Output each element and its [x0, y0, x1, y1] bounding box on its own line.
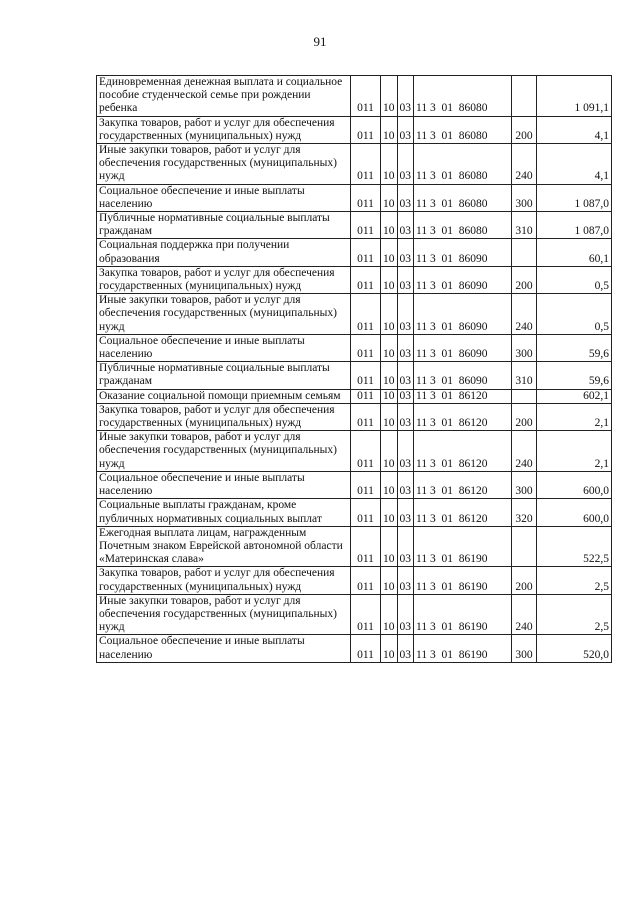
row-target-code: 11 3 01 86190 [414, 594, 512, 635]
table-row [97, 389, 612, 403]
row-sum: 602,1 [537, 389, 612, 403]
table-row [97, 266, 612, 293]
row-target-code: 11 3 01 86190 [414, 635, 512, 662]
row-target-code: 11 3 01 86090 [414, 334, 512, 361]
row-expense-type: 300 [512, 184, 537, 211]
row-expense-type: 310 [512, 212, 537, 239]
row-name: Оказание социальной помощи приемным семьям [97, 389, 351, 403]
row-sum: 1 087,0 [537, 212, 612, 239]
row-subsection-code: 03 [397, 389, 414, 403]
row-gr-code: 011 [351, 499, 381, 526]
row-target-code: 11 3 01 86120 [414, 499, 512, 526]
row-target-code: 11 3 01 86080 [414, 144, 512, 185]
row-gr-code: 011 [351, 144, 381, 185]
row-sum: 1 091,1 [537, 76, 612, 117]
row-subsection-code: 03 [397, 184, 414, 211]
row-gr-code: 011 [351, 212, 381, 239]
row-subsection-code: 03 [397, 499, 414, 526]
row-target-code: 11 3 01 86190 [414, 526, 512, 567]
row-subsection-code: 03 [397, 144, 414, 185]
row-section-code: 10 [381, 471, 398, 498]
row-section-code: 10 [381, 362, 398, 389]
row-gr-code: 011 [351, 116, 381, 143]
row-subsection-code: 03 [397, 635, 414, 662]
budget-table-body [97, 76, 612, 663]
row-sum: 60,1 [537, 239, 612, 266]
row-sum: 59,6 [537, 362, 612, 389]
row-name: Единовременная денежная выплата и социальное пособие студенческой семье при рождении ребенка [97, 76, 351, 117]
table-row [97, 362, 612, 389]
row-name: Социальное обеспечение и иные выплаты населению [97, 635, 351, 662]
table-row [97, 431, 612, 472]
row-expense-type: 200 [512, 116, 537, 143]
row-gr-code: 011 [351, 184, 381, 211]
row-section-code: 10 [381, 334, 398, 361]
row-target-code: 11 3 01 86080 [414, 212, 512, 239]
row-sum: 600,0 [537, 471, 612, 498]
row-section-code: 10 [381, 499, 398, 526]
row-expense-type: 200 [512, 567, 537, 594]
row-target-code: 11 3 01 86120 [414, 403, 512, 430]
row-sum: 4,1 [537, 116, 612, 143]
row-expense-type [512, 76, 537, 117]
row-expense-type: 300 [512, 471, 537, 498]
row-target-code: 11 3 01 86090 [414, 266, 512, 293]
row-target-code: 11 3 01 86120 [414, 431, 512, 472]
row-section-code: 10 [381, 212, 398, 239]
row-expense-type: 320 [512, 499, 537, 526]
row-gr-code: 011 [351, 266, 381, 293]
table-row [97, 594, 612, 635]
row-name: Иные закупки товаров, работ и услуг для обеспечения государственных (муниципальных) нужд [97, 431, 351, 472]
row-section-code: 10 [381, 594, 398, 635]
row-section-code: 10 [381, 567, 398, 594]
row-target-code: 11 3 01 86080 [414, 184, 512, 211]
row-expense-type: 240 [512, 431, 537, 472]
row-section-code: 10 [381, 389, 398, 403]
row-name: Социальное обеспечение и иные выплаты населению [97, 471, 351, 498]
row-section-code: 10 [381, 403, 398, 430]
row-target-code: 11 3 01 86090 [414, 294, 512, 335]
table-row [97, 403, 612, 430]
row-gr-code: 011 [351, 567, 381, 594]
row-expense-type: 200 [512, 266, 537, 293]
table-row [97, 635, 612, 662]
table-row [97, 471, 612, 498]
row-name: Иные закупки товаров, работ и услуг для обеспечения государственных (муниципальных) нужд [97, 294, 351, 335]
row-expense-type [512, 239, 537, 266]
row-target-code: 11 3 01 86090 [414, 362, 512, 389]
row-subsection-code: 03 [397, 471, 414, 498]
row-gr-code: 011 [351, 471, 381, 498]
row-subsection-code: 03 [397, 239, 414, 266]
row-gr-code: 011 [351, 76, 381, 117]
row-section-code: 10 [381, 184, 398, 211]
page-number: 91 [313, 34, 327, 49]
row-section-code: 10 [381, 116, 398, 143]
table-row [97, 239, 612, 266]
row-gr-code: 011 [351, 594, 381, 635]
row-subsection-code: 03 [397, 403, 414, 430]
row-expense-type: 240 [512, 594, 537, 635]
row-target-code: 11 3 01 86080 [414, 76, 512, 117]
row-name: Социальное обеспечение и иные выплаты населению [97, 184, 351, 211]
row-sum: 0,5 [537, 294, 612, 335]
row-expense-type: 300 [512, 334, 537, 361]
row-name: Социальные выплаты гражданам, кроме публичных нормативных социальных выплат [97, 499, 351, 526]
row-subsection-code: 03 [397, 294, 414, 335]
row-subsection-code: 03 [397, 431, 414, 472]
row-name: Публичные нормативные социальные выплаты гражданам [97, 362, 351, 389]
row-name: Публичные нормативные социальные выплаты гражданам [97, 212, 351, 239]
row-sum: 2,1 [537, 403, 612, 430]
row-sum: 600,0 [537, 499, 612, 526]
row-target-code: 11 3 01 86080 [414, 116, 512, 143]
row-expense-type [512, 389, 537, 403]
row-name: Закупка товаров, работ и услуг для обеспечения государственных (муниципальных) нужд [97, 403, 351, 430]
row-sum: 520,0 [537, 635, 612, 662]
row-gr-code: 011 [351, 635, 381, 662]
row-section-code: 10 [381, 294, 398, 335]
row-sum: 59,6 [537, 334, 612, 361]
row-target-code: 11 3 01 86090 [414, 239, 512, 266]
row-gr-code: 011 [351, 294, 381, 335]
row-name: Иные закупки товаров, работ и услуг для обеспечения государственных (муниципальных) нужд [97, 594, 351, 635]
row-expense-type [512, 526, 537, 567]
table-row [97, 334, 612, 361]
row-gr-code: 011 [351, 431, 381, 472]
row-subsection-code: 03 [397, 334, 414, 361]
row-name: Ежегодная выплата лицам, награжденным Почетным знаком Еврейской автономной области «Материнская слава» [97, 526, 351, 567]
row-subsection-code: 03 [397, 116, 414, 143]
row-gr-code: 011 [351, 389, 381, 403]
row-name: Социальное обеспечение и иные выплаты населению [97, 334, 351, 361]
row-gr-code: 011 [351, 526, 381, 567]
row-sum: 522,5 [537, 526, 612, 567]
row-subsection-code: 03 [397, 76, 414, 117]
row-gr-code: 011 [351, 239, 381, 266]
row-subsection-code: 03 [397, 567, 414, 594]
table-row [97, 567, 612, 594]
row-sum: 2,5 [537, 567, 612, 594]
row-section-code: 10 [381, 144, 398, 185]
row-target-code: 11 3 01 86190 [414, 567, 512, 594]
table-row [97, 499, 612, 526]
row-gr-code: 011 [351, 403, 381, 430]
row-subsection-code: 03 [397, 526, 414, 567]
row-sum: 2,1 [537, 431, 612, 472]
row-sum: 0,5 [537, 266, 612, 293]
row-expense-type: 240 [512, 144, 537, 185]
row-section-code: 10 [381, 76, 398, 117]
row-expense-type: 300 [512, 635, 537, 662]
row-gr-code: 011 [351, 362, 381, 389]
row-subsection-code: 03 [397, 212, 414, 239]
row-name: Социальная поддержка при получении образования [97, 239, 351, 266]
row-section-code: 10 [381, 635, 398, 662]
table-row [97, 184, 612, 211]
row-expense-type: 310 [512, 362, 537, 389]
row-sum: 2,5 [537, 594, 612, 635]
row-target-code: 11 3 01 86120 [414, 389, 512, 403]
row-expense-type: 240 [512, 294, 537, 335]
table-row [97, 76, 612, 117]
row-name: Иные закупки товаров, работ и услуг для обеспечения государственных (муниципальных) нужд [97, 144, 351, 185]
row-gr-code: 011 [351, 334, 381, 361]
row-section-code: 10 [381, 431, 398, 472]
row-sum: 1 087,0 [537, 184, 612, 211]
table-row [97, 526, 612, 567]
row-subsection-code: 03 [397, 362, 414, 389]
budget-table [96, 75, 612, 663]
row-section-code: 10 [381, 266, 398, 293]
table-row [97, 116, 612, 143]
row-subsection-code: 03 [397, 266, 414, 293]
table-row [97, 212, 612, 239]
row-section-code: 10 [381, 239, 398, 266]
row-name: Закупка товаров, работ и услуг для обеспечения государственных (муниципальных) нужд [97, 567, 351, 594]
table-row [97, 144, 612, 185]
table-row [97, 294, 612, 335]
row-target-code: 11 3 01 86120 [414, 471, 512, 498]
row-section-code: 10 [381, 526, 398, 567]
row-name: Закупка товаров, работ и услуг для обеспечения государственных (муниципальных) нужд [97, 266, 351, 293]
row-sum: 4,1 [537, 144, 612, 185]
row-name: Закупка товаров, работ и услуг для обеспечения государственных (муниципальных) нужд [97, 116, 351, 143]
row-subsection-code: 03 [397, 594, 414, 635]
row-expense-type: 200 [512, 403, 537, 430]
